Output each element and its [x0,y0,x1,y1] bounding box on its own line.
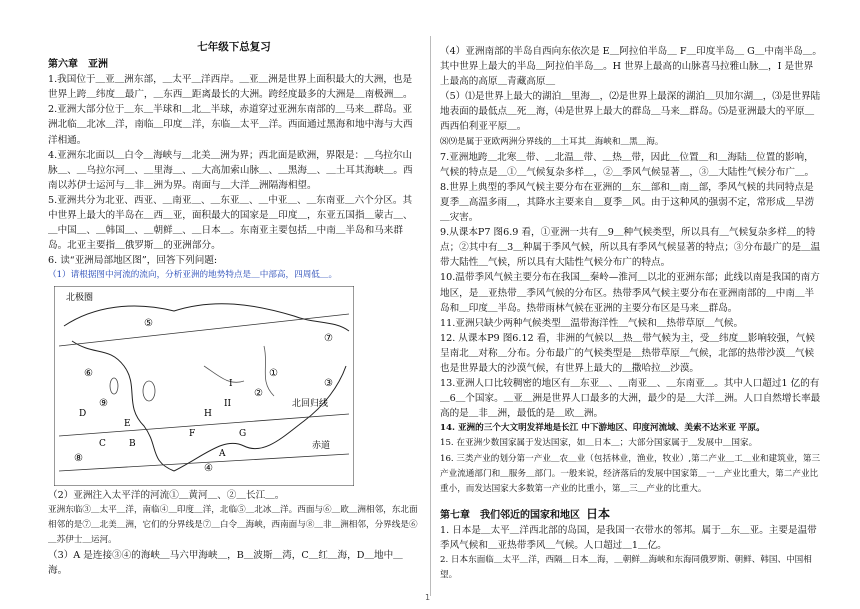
q6-89: ⑻⑼是属于亚欧两洲分界线的＿土耳其＿海峡和＿黑＿海。 [440,136,664,147]
map-label-II: II [224,398,232,409]
chapter-7-country: 日本 [586,506,611,521]
chapter-6-heading: 第六章 亚洲 [48,59,108,71]
map-label-6: ⑥ [84,367,93,379]
map-label-D: D [79,408,87,419]
q5: 5.亚洲共分为北亚、西亚、＿南亚＿、＿东亚＿、＿中亚＿、＿东南亚＿六个分区。其中世界上最大的半岛在＿西＿亚，面积最大的国家是＿印度＿，东亚五国指＿蒙古＿、＿中国＿、＿韩国＿、＿朝鲜＿、＿日本＿。东南亚主要包括＿中南＿半岛和马来群岛。北亚主要指＿俄罗斯＿的亚洲部分。 [48,194,413,252]
map-label-1: ① [269,367,278,379]
map-label-9: ⑨ [99,397,108,409]
q6-4: （4）亚洲南部的半岛自西向东依次是 E＿阿拉伯半岛＿ F＿印度半岛＿ G＿中南半岛＿。其中世界上最大的半岛＿阿拉伯半岛＿。H 世界上最高的山脉喜马拉雅山脉＿，I 是世界上最高的高原＿青藏高原＿ [440,46,822,88]
q1: 1.我国位于＿亚＿洲东部，＿太平＿洋西岸。＿亚＿洲是世界上面积最大的大洲，也是世界上跨＿纬度＿最广，＿东西＿距离最长的大洲。跨经度最多的大洲是＿南极洲＿。 [48,74,413,101]
map-label-B: B [129,438,136,449]
q12: 12. 从课本P9 图6.12 看，非洲的气候以＿热＿带气候为主，受＿纬度＿影响较强，气候呈南北＿对称＿分布。分布最广的气候类型是＿热带草原＿气候，北部的热带沙漠＿气候也是世界最大的沙漠气候，有世界上最大的＿撒哈拉＿沙漠。 [440,332,815,374]
japan-q2: 2. 日本东面临＿太平＿洋，西隔＿日本＿海，＿朝鲜＿海峡和东海同俄罗斯、朝鲜、韩国、中国相望。 [440,555,812,581]
map-label-4: ④ [204,462,213,474]
map-label-arctic-circle: 北极圈 [66,292,94,303]
map-label-tropic: 北回归线 [292,398,329,409]
right-column [440,44,822,583]
q6-1: （1）请根据图中河流的流向，分析亚洲的地势特点是＿中部高，四周低＿。 [48,270,338,281]
q6-2b: 亚洲东临③＿太平＿洋，南临④＿印度＿洋，北临⑤＿北冰＿洋。西面与⑥＿欧＿洲相邻，东北面相邻的是⑦＿北美＿洲，它们的分界线是⑦＿白令＿海峡，西南面与⑧＿非＿洲相邻，分界线是⑥＿苏伊士＿运河。 [48,504,418,545]
q6: 6. 读“亚洲局部地区图”，回答下列问题: [48,255,218,267]
page-number: 1 [425,593,431,602]
column-divider [430,36,431,596]
map-label-A: A [219,448,226,459]
map-label-G: G [239,428,247,439]
q6-5: （5）⑴是世界上最大的湖泊＿里海＿，⑵是世界上最深的湖泊＿贝加尔湖＿，⑶是世界陆地表面的最低点＿死＿海，⑷是世界上最大的群岛＿马来＿群岛。⑸是亚洲最大的平原＿西西伯利亚平原＿。 [440,91,821,133]
map-label-H: H [204,408,212,419]
chapter-7-label: 第七章 我们邻近的国家和地区 [440,509,580,521]
q14: 14. 亚洲的三个大文明发祥地是长江 中下游地区、印度河流域、美索不达米亚 平原。 [440,423,765,434]
map-label-F: F [189,428,196,439]
q2: 2.亚洲大部分位于＿东＿半球和＿北＿半球，赤道穿过亚洲东南部的＿马来＿群岛。亚洲北临＿北冰＿洋，南临＿印度＿洋，东临＿太平＿洋。西面通过黑海和地中海与大西洋相通。 [48,104,413,146]
q7: 7.亚洲地跨＿北寒＿带、＿北温＿带、＿热＿带，因此＿位置＿和＿海陆＿位置的影响，气候的特点是＿①＿气候复杂多样＿，②＿季风气候显著＿，③＿大陆性气候分布广＿。 [440,151,815,178]
map-label-5: ⑤ [144,317,153,329]
q15: 15. 在亚洲少数国家属于发达国家，如＿日本＿；大部分国家属于＿发展中＿国家。 [440,438,758,449]
chapter-7-heading [440,507,822,523]
q9: 9.从课本P7 图6.9 看，①亚洲一共有＿9＿种气候类型，所以具有＿气候复杂多样＿的特点；②其中有＿3＿种属于季风气候，所以具有季风气候显著的特点；③分布最广的是＿温带大陆性＿气候，所以具有大陆性气候分布广的特点。 [440,227,821,269]
japan-q1: 1. 日本是＿太平＿洋西北部的岛国，是我国一衣带水的邻邦。属于＿东＿亚。主要是温带季风气候和＿亚热带季风＿气候。人口超过＿1＿亿。 [440,524,817,551]
map-label-equator: 赤道 [312,440,331,451]
map-label-C: C [99,438,106,449]
q6-3: （3）A 是连接③④的海峡＿马六甲海峡＿，B＿波斯＿湾，C＿红＿海，D＿地中＿海。 [48,549,403,576]
q13: 13.亚洲人口比较稠密的地区有＿东亚＿、＿南亚＿、＿东南亚＿。其中人口超过1 亿的有＿6＿个国家。＿亚＿洲是世界人口最多的大洲，最少的是＿大洋＿洲。人口自然增长率最高的是＿非＿洲，最低的是＿欧＿洲。 [440,378,821,420]
map-label-7: ⑦ [324,332,333,344]
q6-2: （2）亚洲注入太平洋的河流①＿黄河＿、②＿长江＿。 [48,489,285,501]
doc-title: 七年级下总复习 [197,41,271,53]
map-label-3: ③ [324,377,333,389]
q4: 4.亚洲东北面以＿白令＿海峡与＿北美＿洲为界；西北面是欧洲，界限是：＿乌拉尔山脉＿、＿乌拉尔河＿、＿里海＿、＿大高加索山脉＿、＿黑海＿、＿土耳其海峡＿。西南以苏伊士运河与＿非＿洲为界。南面与＿大洋＿洲隔海相望。 [48,149,413,191]
map-label-E: E [124,418,131,429]
left-column [48,40,420,578]
map-label-2: ② [254,387,263,399]
map-label-8: ⑧ [74,452,83,464]
q10: 10.温带季风气候主要分布在我国＿秦岭—淮河＿以北的亚洲东部；此线以南是我国的南方地区，是＿亚热带＿季风气候的分布区。热带季风气候主要分布在亚洲南部的＿中南＿半岛和＿印度＿半岛。热带雨林气候在亚洲的主要分布区是马来＿群岛。 [440,272,820,314]
q8: 8.世界上典型的季风气候主要分布在亚洲的＿东＿部和＿南＿部，季风气候的共同特点是夏季＿高温多雨＿，其降水主要来自＿夏季＿风。由于这种风的强弱不定，常形成＿旱涝＿灾害。 [440,181,815,224]
map-label-I: I [229,378,233,389]
q11: 11.亚洲只缺少两种气候类型＿温带海洋性＿气候和＿热带草原＿气候。 [440,317,744,329]
q16: 16. 三类产业的划分第一产业＿农＿业（包括林业，渔业，牧业）,第二产业＿工＿业和建筑业，第三产业流通部门和＿服务＿部门。一般来说，经济落后的发展中国家第＿一＿产业比重大，第二产业比重小，而发达国家大多数第一产业的比重小，第＿三＿产业的比重大。 [440,453,821,494]
asia-region-map [54,286,354,486]
